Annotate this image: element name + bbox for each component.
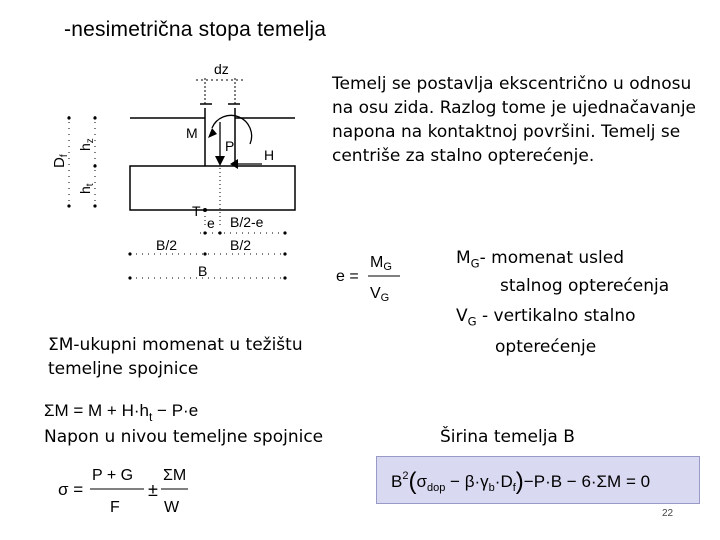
label-m: M [186, 125, 198, 141]
svg-text:W: W [164, 499, 180, 516]
label-df: $D_f$ [51, 154, 70, 168]
page-number: 22 [662, 508, 674, 519]
label-e: e [207, 215, 215, 231]
label-t: T [192, 203, 201, 219]
vg-definition: $V_G$ - vertikalno stalno [456, 306, 636, 329]
sum-moment-text: ΣM-ukupni momenat u težištu temeljne spojnice [48, 335, 303, 379]
label-hz: $h_z$ [77, 138, 96, 151]
svg-text:P + G: P + G [92, 467, 134, 484]
svg-text:±: ± [148, 480, 158, 500]
label-p: P [225, 138, 235, 154]
sigma-formula [58, 462, 208, 522]
mg-definition: $M_G-$ momenat usled [456, 248, 625, 271]
foundation-diagram [40, 56, 310, 286]
sum-moment-formula [44, 396, 244, 426]
width-equation [377, 457, 699, 503]
width-equation-box [376, 456, 700, 504]
eccentricity-formula [336, 248, 416, 306]
slide-title: -nesimetrična stopa temelja [64, 18, 327, 41]
label-b2e: B/2-e [230, 214, 264, 230]
svg-text:B2(σdop − β·γb·Df)−P·B − 6·ΣM: $B^2(\sigma_{dop} - \beta\cdot\gamma_b\cdot D_f)-P\cdot B - 6\cdot\Sigma M = 0$ [391, 468, 651, 495]
svg-text:F: F [110, 499, 120, 516]
sirina-text: Širina temelja B [440, 427, 575, 447]
description-paragraph: Temelj se postavlja ekscentrično u odnosu na osu zida. Razlog tome je ujednačavanje napona na kontaktnoj površini. Temelj se centriše za stalno opterećenje. [332, 74, 697, 166]
napon-text: Napon u nivou temeljne spojnice [44, 427, 324, 447]
label-h: H [264, 147, 275, 163]
vg-definition-line2: opterećenje [495, 337, 597, 357]
label-dz: dz [214, 61, 229, 77]
svg-text:VG: VG [370, 285, 390, 304]
label-b2-left: B/2 [156, 237, 178, 253]
svg-text:σ =: σ = [58, 480, 84, 499]
svg-text:ΣM = M + H·ht − P·e: $\Sigma M = M + H\cdot h_t - P\cdot e$ [44, 401, 199, 424]
label-b2-right: B/2 [230, 237, 252, 253]
svg-text:MG: MG [370, 254, 392, 273]
svg-text:ΣM: ΣM [163, 467, 187, 484]
label-b: B [198, 263, 208, 279]
svg-text:e =: e = [336, 268, 359, 285]
mg-definition-line2: stalnog opterećenja [500, 276, 670, 296]
label-ht: $h_t$ [77, 183, 96, 194]
